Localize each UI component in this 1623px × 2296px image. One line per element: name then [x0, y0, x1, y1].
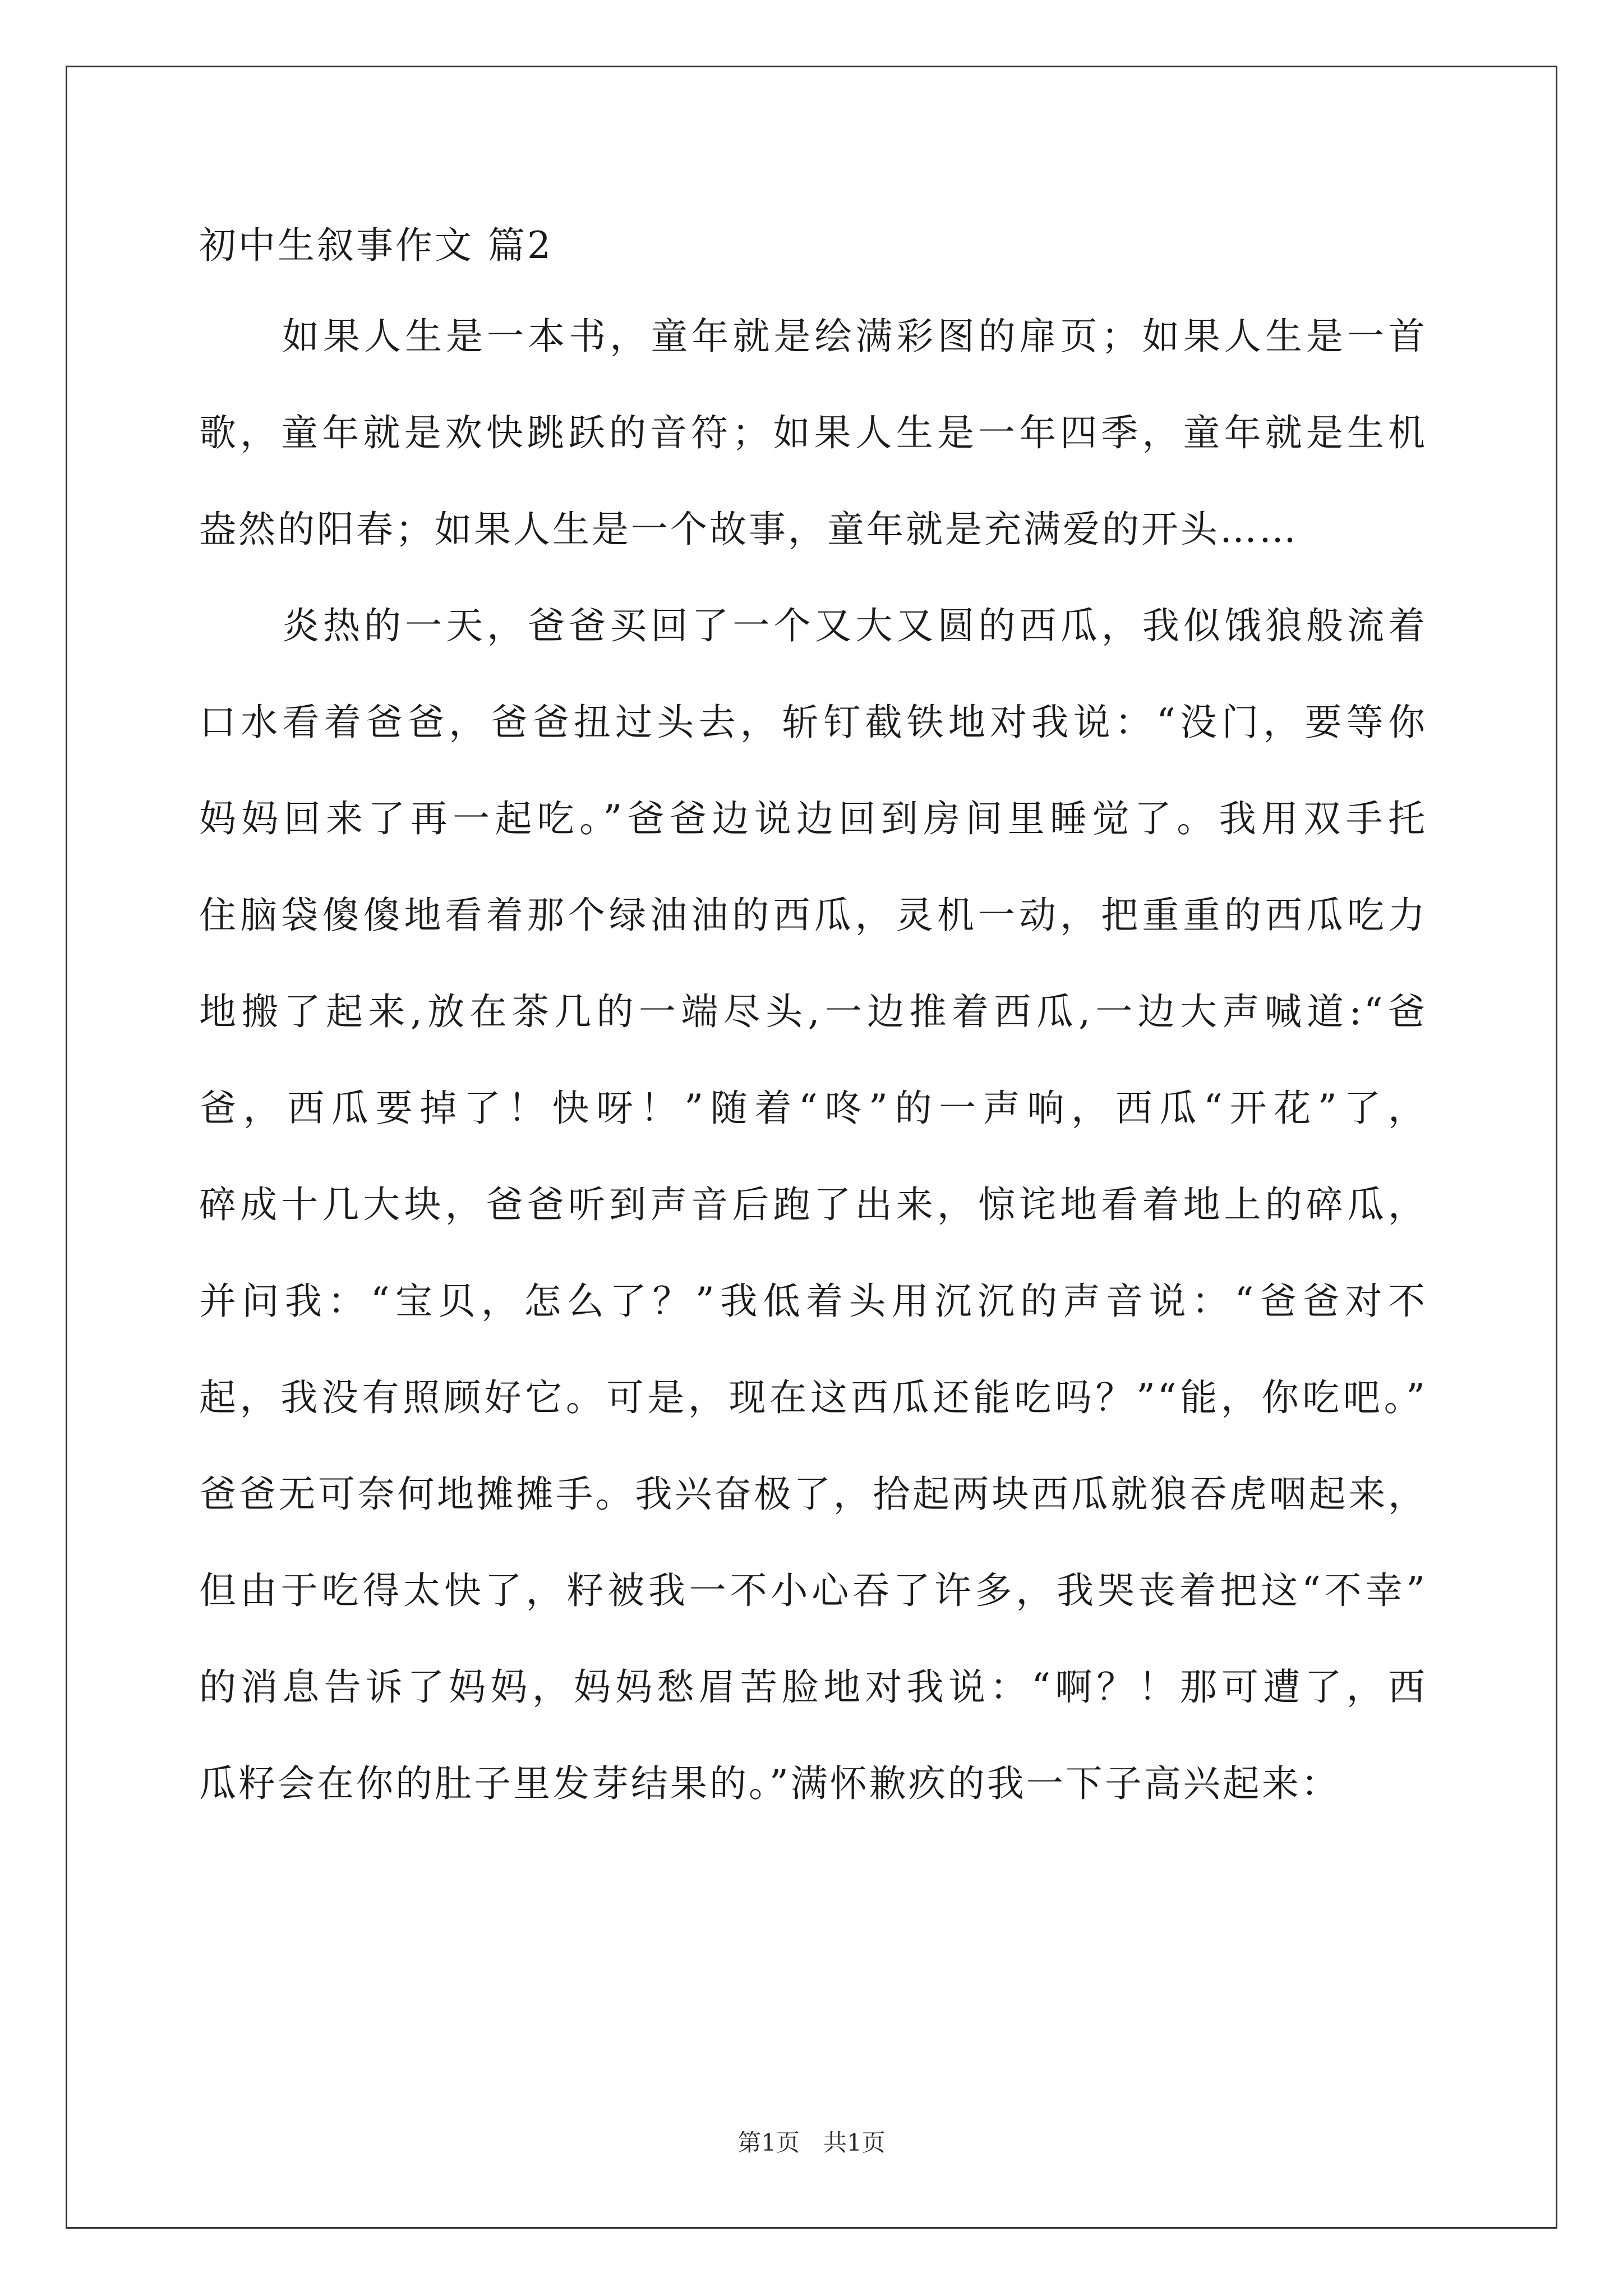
text-line: 地搬了起来,放在茶几的一端尽头,一边推着西瓜,一边大声喊道:“爸: [199, 990, 1427, 1033]
text-line: 如果人生是一本书，童年就是绘满彩图的扉页；如果人生是一首: [282, 315, 1427, 358]
text-line: 盎然的阳春；如果人生是一个故事，童年就是充满爱的开头……: [199, 508, 1298, 551]
page-frame: [66, 66, 1557, 2229]
text-line: 炎热的一天，爸爸买回了一个又大又圆的西瓜，我似饿狼般流着: [282, 604, 1427, 647]
text-line: 住脑袋傻傻地看着那个绿油油的西瓜，灵机一动，把重重的西瓜吃力: [199, 894, 1427, 937]
text-line: 爸，西瓜要掉了！快呀！”随着“咚”的一声响，西瓜“开花”了，: [199, 1087, 1427, 1130]
text-line: 瓜籽会在你的肚子里发芽结果的。”满怀歉疚的我一下子高兴起来：: [199, 1762, 1340, 1805]
text-line: 起，我没有照顾好它。可是，现在这西瓜还能吃吗？”“能，你吃吧。”: [199, 1376, 1427, 1419]
text-line: 但由于吃得太快了，籽被我一不小心吞了许多，我哭丧着把这“不幸”: [199, 1569, 1427, 1612]
text-line: 碎成十几大块，爸爸听到声音后跑了出来，惊诧地看着地上的碎瓜，: [199, 1183, 1427, 1226]
text-line: 妈妈回来了再一起吃。”爸爸边说边回到房间里睡觉了。我用双手托: [199, 797, 1427, 840]
page-number-footer: 第1页 共1页: [737, 2129, 886, 2156]
document-title: 初中生叙事作文 篇2: [199, 224, 553, 267]
text-line: 歌，童年就是欢快跳跃的音符；如果人生是一年四季，童年就是生机: [199, 411, 1427, 454]
text-line: 口水看着爸爸，爸爸扭过头去，斩钉截铁地对我说：“没门，要等你: [199, 701, 1427, 744]
text-line: 爸爸无可奈何地摊摊手。我兴奋极了，拾起两块西瓜就狼吞虎咽起来，: [199, 1473, 1427, 1516]
text-line: 的消息告诉了妈妈，妈妈愁眉苦脸地对我说：“啊？！那可遭了，西: [199, 1665, 1427, 1709]
text-line: 并问我：“宝贝，怎么了？”我低着头用沉沉的声音说：“爸爸对不: [199, 1280, 1427, 1323]
